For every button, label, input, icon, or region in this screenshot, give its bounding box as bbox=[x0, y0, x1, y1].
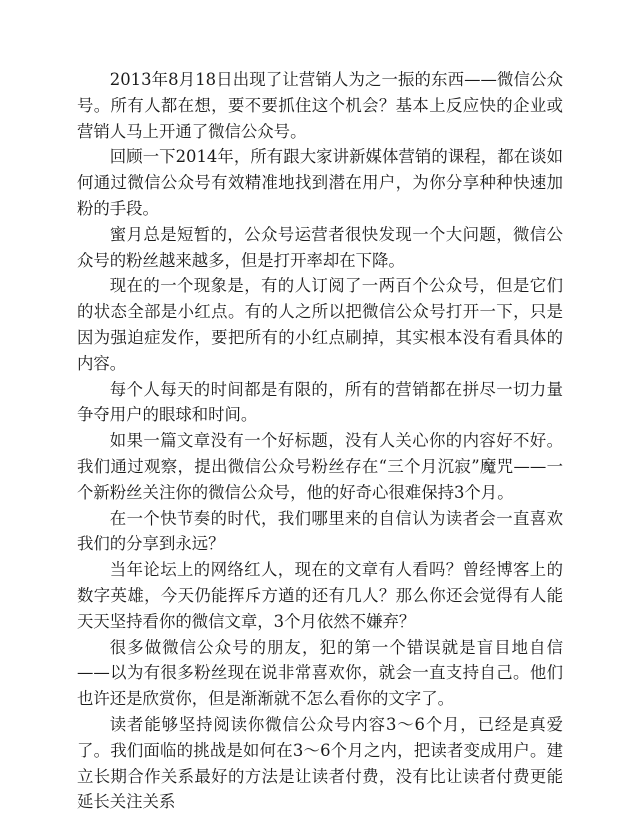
paragraph-10: 读者能够坚持阅读你微信公众号内容3～6个月，已经是真爱了。我们面临的挑战是如何在3～6个月之内，把读者变成用户。建立长期合作关系最好的方法是让读者付费，没有比让读者付费更能延长关注关系 bbox=[77, 714, 563, 812]
paragraph-2: 回顾一下2014年，所有跟大家讲新媒体营销的课程，都在谈如何通过微信公众号有效精准地找到潜在用户，为你分享种种快速加粉的手段。 bbox=[77, 147, 563, 218]
article-body bbox=[77, 67, 563, 815]
paragraph-9: 很多做微信公众号的朋友，犯的第一个错误就是盲目地自信——以为有很多粉丝现在说非常喜欢你，就会一直支持自己。他们也许还是欣赏你，但是渐渐就不怎么看你的文字了。 bbox=[77, 637, 563, 709]
paragraph-1: 2013年8月18日出现了让营销人为之一振的东西——微信公众号。所有人都在想，要不要抓住这个机会？基本上反应快的企业或营销人马上开通了微信公众号。 bbox=[77, 70, 563, 141]
paragraph-3: 蜜月总是短暂的，公众号运营者很快发现一个大问题，微信公众号的粉丝越来越多，但是打开率却在下降。 bbox=[77, 224, 563, 270]
paragraph-5: 每个人每天的时间都是有限的，所有的营销都在拼尽一切力量争夺用户的眼球和时间。 bbox=[77, 379, 563, 425]
paragraph-8: 当年论坛上的网络红人，现在的文章有人看吗？曾经博客上的数字英雄，今天仍能挥斥方遒的还有几人？那么你还会觉得有人能天天坚持看你的微信文章，3个月依然不嫌弃？ bbox=[77, 560, 563, 631]
paragraph-6: 如果一篇文章没有一个好标题，没有人关心你的内容好不好。我们通过观察，提出微信公众号粉丝存在“三个月沉寂”魔咒——一个新粉丝关注你的微信公众号，他的好奇心很难保持3个月。 bbox=[77, 431, 563, 502]
paragraph-7: 在一个快节奏的时代，我们哪里来的自信认为读者会一直喜欢我们的分享到永远？ bbox=[77, 508, 563, 554]
paragraph-4: 现在的一个现象是，有的人订阅了一两百个公众号，但是它们的状态全部是小红点。有的人之所以把微信公众号打开一下，只是因为强迫症发作，要把所有的小红点刷掉，其实根本没有看具体的内容。 bbox=[77, 276, 563, 373]
